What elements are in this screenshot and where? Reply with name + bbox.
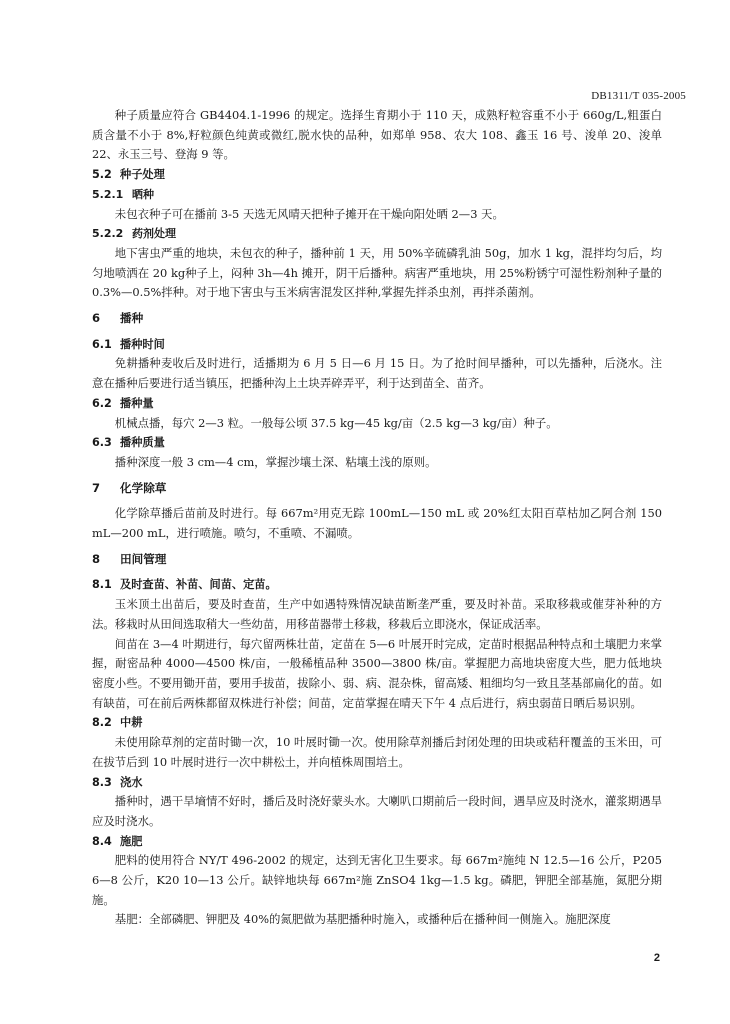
heading-title: 种子处理 [120,168,165,182]
paragraph: 免耕播种麦收后及时进行，适播期为 6 月 5 日—6 月 15 日。为了抢时间早播种，可以先播种，后浇水。注意在播种后要进行适当镇压，把播种沟上土块弄碎弄平，利于达到苗全、苗齐。 [92,356,662,391]
heading-number: 8.3 [92,775,112,789]
subsection-heading [92,165,662,185]
page-number: 2 [653,952,660,964]
subsection-heading [92,575,662,595]
paragraph: 基肥：全部磷肥、钾肥及 40%的氮肥做为基肥播种时施入，或播种后在播种间一侧施入。施肥深度 [114,912,611,927]
heading-number: 5.2 [92,168,112,182]
paragraph: 播种时，遇干旱墒情不好时，播后及时浇好蒙头水。大喇叭口期前后一段时间，遇旱应及时浇水，灌浆期遇旱应及时浇水。 [92,794,662,828]
paragraph: 间苗在 3—4 叶期进行，每穴留两株壮苗，定苗在 5—6 叶展开时完成，定苗时根据品种特点和土壤肥力来掌握，耐密品种 4000—4500 株/亩，一般稀植品种 3500—3800 株/亩。掌握肥力高地块密度大些，肥力低地块密度小些。不要用锄开苗，要用手拔苗，拔除小、弱、病、混杂株，留高矮、粗细均匀一致且茎基部扁化的苗。如有缺苗，可在前后两株都留双株进行补偿；间苗，定苗掌握在晴天下午 4 点后进行，病虫弱苗日晒后易识别。 [92,636,662,710]
heading-number: 8.2 [92,716,112,730]
section-heading [92,309,662,329]
paragraph: 种子质量应符合 GB4404.1-1996 的规定。选择生育期小于 110 天，成熟籽粒容重不小于 660g/L,粗蛋白质含量不小于 8%,籽粒颜色纯黄或微红,脱水快的品种，如郑单 958、农大 108、鑫玉 16 号、浚单 20、浚单 22、永玉三号、登海 9 等。 [92,108,662,162]
heading-title: 晒种 [132,187,154,201]
section-heading [92,550,662,570]
sub-subsection-heading [92,185,662,205]
paragraph: 化学除草播后苗前及时进行。每 667m²用克无踪 100mL—150 mL 或 20%红太阳百草枯加乙阿合剂 150 mL—200 mL，进行喷施。喷匀，不重喷、不漏喷。 [92,506,662,541]
heading-title: 浇水 [120,775,143,789]
heading-number: 8.1 [92,578,112,592]
heading-number: 8 [92,551,101,566]
heading-title: 及时查苗、补苗、间苗、定苗。 [120,578,277,592]
paragraph: 未使用除草剂的定苗时锄一次，10 叶展时锄一次。使用除草剂播后封闭处理的田块或秸秆覆盖的玉米田，可在拔节后到 10 叶展时进行一次中耕松土，并向植株周围培土。 [92,735,662,769]
heading-title: 播种时间 [120,337,165,351]
subsection-heading [92,832,662,852]
heading-number: 6.3 [92,436,112,450]
subsection-heading [92,433,662,453]
heading-title: 播种质量 [120,436,165,450]
heading-title: 播种 [120,311,144,326]
heading-title: 播种量 [120,396,154,410]
heading-title: 化学除草 [120,480,167,495]
paragraph: 地下害虫严重的地块，未包衣的种子，播种前 1 天，用 50%辛硫磷乳油 50g，加水 1 kg，混拌均匀后，均匀地喷洒在 20 kg种子上，闷种 3h—4h 摊开，阴干后播种。病害严重地块，用 25%粉锈宁可湿性粉剂种子量的 0.3%—0.5%拌种。对于地下害虫与玉米病害混发区拌种,掌握先拌杀虫剂，再拌杀菌剂。 [92,245,662,300]
subsection-heading [92,773,662,793]
subsection-heading [92,713,662,733]
sub-subsection-heading [92,224,662,244]
paragraph: 玉米顶土出苗后，要及时查苗，生产中如遇特殊情况缺苗断垄严重，要及时补苗。采取移栽或催芽补种的方法。移栽时从田间选取稍大一些幼苗，用移苗器带土移栽，移栽后立即浇水，保证成活率。 [92,597,662,631]
heading-title: 施肥 [120,834,143,848]
heading-number: 5.2.2 [92,227,124,241]
heading-number: 6 [92,311,101,326]
heading-number: 6.2 [92,396,112,410]
paragraph: 未包衣种子可在播前 3-5 天选无风晴天把种子摊开在干燥向阳处晒 2—3 天。 [114,206,504,221]
heading-title: 田间管理 [120,551,167,566]
subsection-heading [92,335,662,355]
section-heading [92,479,662,499]
heading-number: 8.4 [92,834,112,848]
heading-number: 6.1 [92,337,112,351]
heading-title: 药剂处理 [132,227,176,241]
paragraph: 机械点播，每穴 2—3 粒。一般每公顷 37.5 kg—45 kg/亩（2.5 kg—3 kg/亩）种子。 [114,415,558,430]
document-number: DB1311/T 035-2005 [591,90,686,102]
document-body [92,106,662,930]
heading-number: 5.2.1 [92,187,124,201]
heading-title: 中耕 [120,716,143,730]
paragraph: 播种深度一般 3 cm—4 cm，掌握沙壤土深、粘壤土浅的原则。 [114,454,437,469]
subsection-heading [92,394,662,414]
heading-number: 7 [92,480,101,495]
paragraph: 肥料的使用符合 NY/T 496-2002 的规定，达到无害化卫生要求。每 667m²施纯 N 12.5—16 公斤，P205 6—8 公斤，K20 10—13 公斤。缺锌地块每 667m²施 ZnSO4 1kg—1.5 kg。磷肥，钾肥全部基施，氮肥分期施。 [92,853,662,907]
